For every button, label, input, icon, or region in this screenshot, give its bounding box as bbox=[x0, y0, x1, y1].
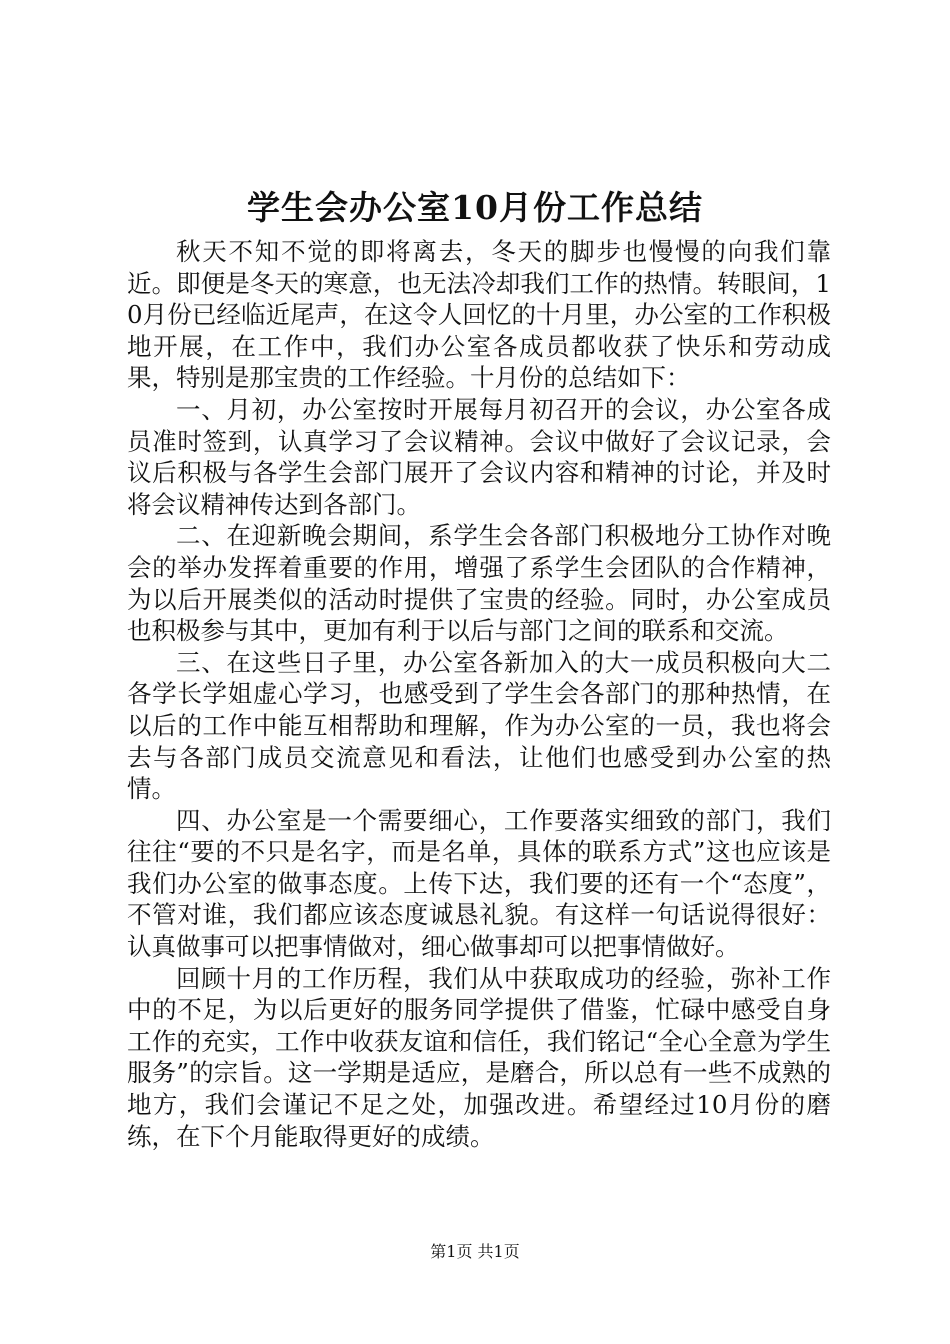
paragraph-item-4: 四、办公室是一个需要细心，工作要落实细致的部门，我们往往“要的不只是名字，而是名单，具体的联系方式”这也应该是我们办公室的做事态度。上传下达，我们要的还有一个“态度”，不管对谁，我们都应该态度诚恳礼貌。有这样一句话说得很好：认真做事可以把事情做对，细心做事却可以把事情做好。 bbox=[127, 805, 831, 962]
document-body bbox=[127, 236, 831, 1152]
document-title: 学生会办公室10月份工作总结 bbox=[247, 188, 703, 227]
paragraph-item-1: 一、月初，办公室按时开展每月初召开的会议，办公室各成员准时签到，认真学习了会议精神。会议中做好了会议记录，会议后积极与各学生会部门展开了会议内容和精神的讨论，并及时将会议精神传达到各部门。 bbox=[127, 394, 831, 519]
paragraph-item-3: 三、在这些日子里，办公室各新加入的大一成员积极向大二各学长学姐虚心学习，也感受到了学生会各部门的那种热情，在以后的工作中能互相帮助和理解，作为办公室的一员，我也将会去与各部门成员交流意见和看法，让他们也感受到办公室的热情。 bbox=[127, 647, 831, 804]
paragraph-item-2: 二、在迎新晚会期间，系学生会各部门积极地分工协作对晚会的举办发挥着重要的作用，增强了系学生会团队的合作精神，为以后开展类似的活动时提供了宝贵的经验。同时，办公室成员也积极参与其中，更加有利于以后与部门之间的联系和交流。 bbox=[127, 521, 831, 646]
paragraph-intro: 秋天不知不觉的即将离去，冬天的脚步也慢慢的向我们靠近。即便是冬天的寒意，也无法冷却我们工作的热情。转眼间，10月份已经临近尾声，在这令人回忆的十月里，办公室的工作积极地开展，在工作中，我们办公室各成员都收获了快乐和劳动成果，特别是那宝贵的工作经验。十月份的总结如下： bbox=[127, 237, 831, 393]
page-footer: 第1页 共1页 bbox=[430, 1242, 520, 1261]
paragraph-conclusion: 回顾十月的工作历程，我们从中获取成功的经验，弥补工作中的不足，为以后更好的服务同学提供了借鉴，忙碌中感受自身工作的充实，工作中收获友谊和信任，我们铭记“全心全意为学生服务”的宗旨。这一学期是适应，是磨合，所以总有一些不成熟的地方，我们会谨记不足之处，加强改进。希望经过10月份的磨练，在下个月能取得更好的成绩。 bbox=[127, 963, 831, 1151]
